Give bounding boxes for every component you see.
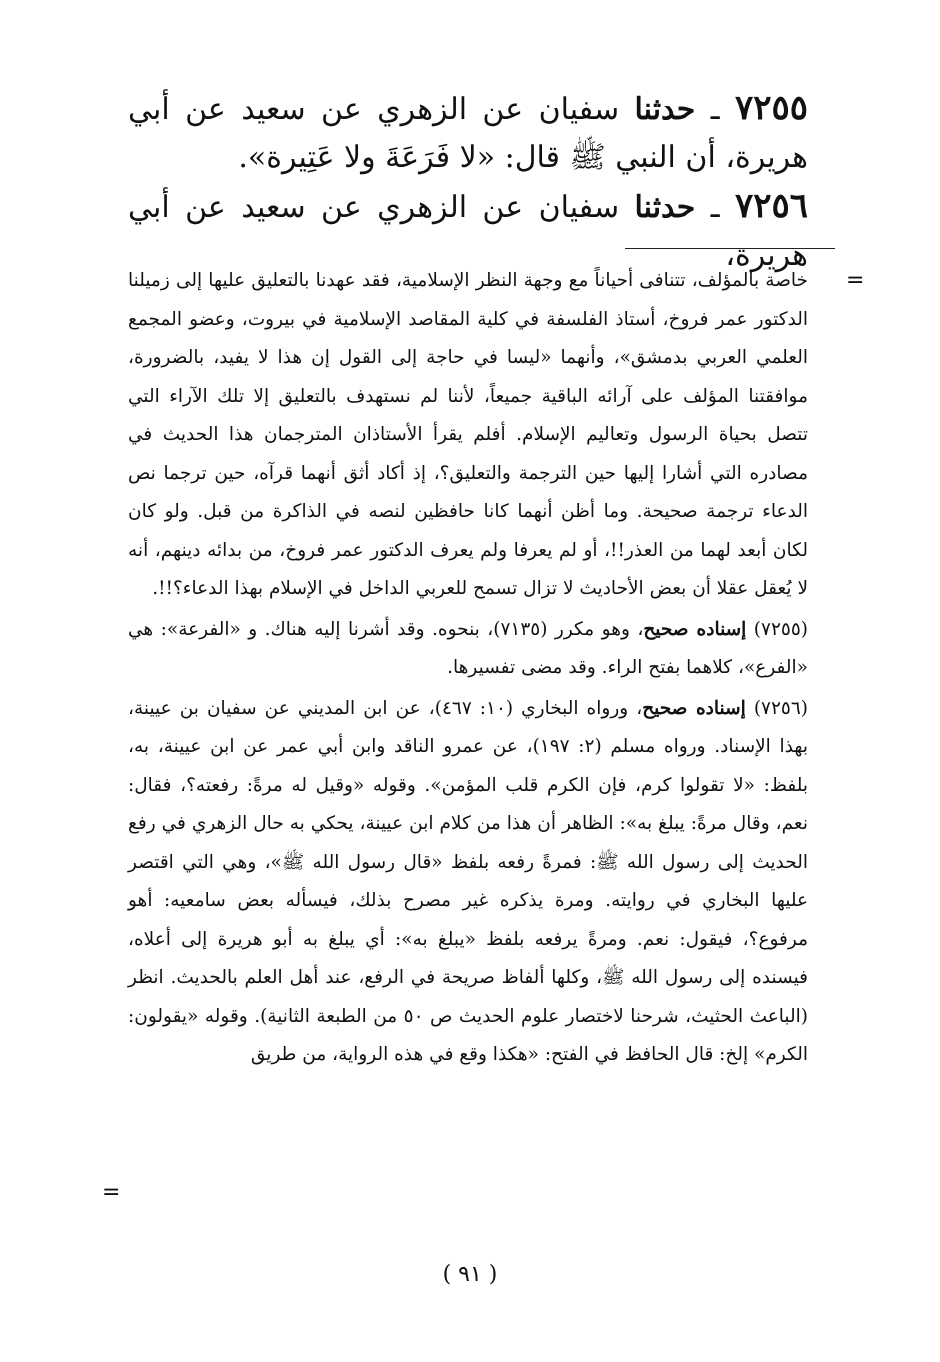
footnote-text: ، وهو مكرر (٧١٣٥)، بنحوه. وقد أشرنا إليه هناك. و «الفرعة»: هي «الفرع»، كلاهما بفتح الراء. وقد مضى تفسيرها. (128, 618, 808, 678)
hadith-keyword: حدثنا (634, 92, 696, 127)
hadith-keyword: حدثنا (634, 190, 696, 225)
footnotes (128, 262, 808, 1075)
hadith-text: سفيان عن الزهري عن سعيد عن أبي هريرة، (128, 190, 808, 273)
continues-marker: = (102, 1180, 121, 1205)
hadith-text: سفيان عن الزهري عن سعيد عن أبي هريرة، أن النبي ﷺ قال: «لا فَرَعَةَ ولا عَتِيرة». (128, 92, 808, 175)
hadith-number: ٧٢٥٦ (734, 186, 808, 226)
footnote-grading: إسناده صحيح (642, 697, 746, 719)
footnote-divider (625, 248, 835, 249)
hadith-section (128, 84, 808, 280)
footnote-label: (٧٢٥٦) (753, 697, 808, 719)
footnote-label: (٧٢٥٥) (753, 618, 808, 640)
hadith-number: ٧٢٥٥ (734, 88, 808, 128)
footnote-text: ، ورواه البخاري (١٠: ٤٦٧)، عن ابن المديني عن سفيان بن عيينة، بهذا الإسناد. ورواه مسلم (٢: ١٩٧)، عن عمرو الناقد وابن أبي عمر عن ابن عيينة، به، بلفظ: «لا تقولوا كرم، فإن الكرم قلب المؤمن». وقوله «وقيل له مرةً: رفعته؟، فقال: نعم، وقال مرةً: يبلغ به»: الظاهر أن هذا من كلام ابن عيينة، يحكي به حال الزهري في رفع الحديث إلى رسول الله ﷺ: فمرةً رفعه بلفظ «قال رسول الله ﷺ»، وهي التي اقتصر عليها البخاري في روايته. ومرة يذكره غير مصرح بذلك، فيسأله بعض سامعيه: أهو مرفوع؟، فيقول: نعم. ومرةً يرفعه بلفظ «يبلغ به»: أي يبلغ به أبو هريرة إلى أعلاه، فيسنده إلى رسول الله ﷺ، وكلها ألفاظ صريحة في الرفع، عند أهل العلم بالحديث. انظر (الباعث الحثيث، شرحنا لاختصار علوم الحديث ص ٥٠ من الطبعة الثانية). وقوله «يقولون: الكرم» إلخ: قال الحافظ في الفتح: «هكذا وقع في هذه الرواية، من طريق (128, 697, 808, 1065)
hadith-7256: ٧٢٥٦ ـ حدثنا سفيان عن الزهري عن سعيد عن أبي هريرة، (128, 186, 808, 273)
footnote-grading: إسناده صحيح (643, 618, 747, 640)
page-number: ( ٩١ ) (442, 1262, 498, 1287)
footnote-continuation: خاصة بالمؤلف، تتنافى أحياناً مع وجهة النظر الإسلامية، فقد عهدنا بالتعليق عليها إلى زميلنا الدكتور عمر فروخ، أستاذ الفلسفة في كلية المقاصد الإسلامية في بيروت، وعضو المجمع العلمي العربي بدمشق»، وأنهما «ليسا في حاجة إلى القول إن هذا لا يفيد، بالضرورة، موافقتنا المؤلف على آرائه الباقية جميعاً، لأننا لم نستهدف بالتعليق إلا تلك الآراء التي تتصل بحياة الرسول وتعاليم الإسلام. أفلم يقرأ الأستاذان المترجمان هذا الحديث في مصادره التي أشارا إليها حين الترجمة والتعليق؟، إذ أكاد أثق أنهما قرآه، حين ترجما نص الدعاء ترجمة صحيحة. وما أظن أنهما كانا حافظين لنصه في الذاكرة من قبل. ولو كان لكان أبعد لهما من العذر!!، أو لم يعرفا ولم يعرف الدكتور عمر فروخ، من بدائه دينهم، أنه لا يُعقل عقلا أن بعض الأحاديث لا تزال تسمح للعربي الداخل في الإسلام بهذا الدعاء؟!!. (128, 270, 808, 599)
continuation-marker: = (846, 268, 865, 293)
footnote-7256 (128, 690, 808, 1075)
hadith-7255: ٧٢٥٥ ـ حدثنا سفيان عن الزهري عن سعيد عن أبي هريرة، أن النبي ﷺ قال: «لا فَرَعَةَ ولا عَتِيرة». (128, 88, 808, 175)
footnote-7255 (128, 611, 808, 688)
